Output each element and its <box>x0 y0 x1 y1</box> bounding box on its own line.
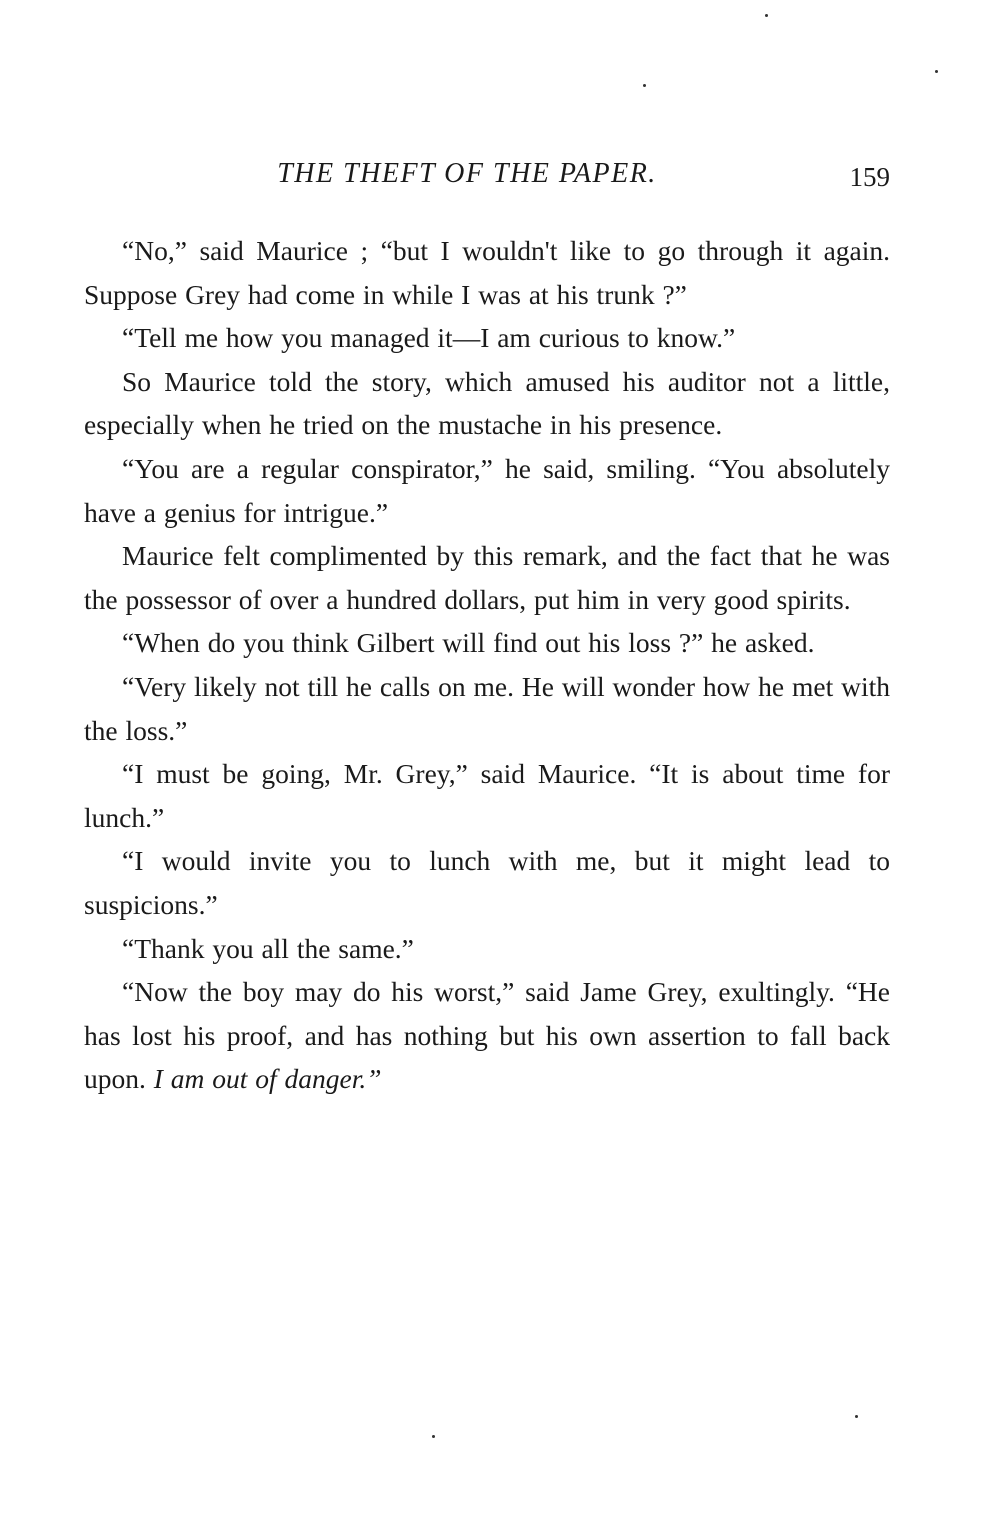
running-header <box>84 158 890 198</box>
paragraph: “I would invite you to lunch with me, but it might lead to suspicions.” <box>84 845 890 920</box>
running-title: THE THEFT OF THE PAPER. <box>277 158 657 189</box>
paragraph: So Maurice told the story, which amused his auditor not a little, especially when he tried on the mustache in his presence. <box>84 365 890 441</box>
scan-speck <box>643 84 646 87</box>
paragraph: “I must be going, Mr. Grey,” said Maurice. “It is about time for lunch.” <box>84 758 890 833</box>
paragraph: Maurice felt complimented by this remark, and the fact that he was the possessor of over a hundred dollars, put him in very good spirits. <box>84 540 890 615</box>
paragraph-text: “Now the boy may do his worst,” said Jame Grey, exultingly. “He has lost his proof, and has nothing but his own assertion to fall back upon. <box>84 976 890 1095</box>
paragraph: “Tell me how you managed it—I am curious to know.” <box>122 322 736 354</box>
paragraph: “Thank you all the same.” <box>122 932 414 964</box>
page-body <box>84 229 890 1101</box>
scan-speck <box>765 14 768 17</box>
paragraph: “No,” said Maurice ; “but I wouldn't like to go through it again. Suppose Grey had come in while I was at his trunk ?” <box>84 235 890 310</box>
paragraph: “You are a regular conspirator,” he said, smiling. “You absolutely have a genius for intrigue.” <box>84 452 890 528</box>
scan-speck <box>935 70 938 73</box>
paragraph: “Very likely not till he calls on me. He will wonder how he met with the loss.” <box>84 670 890 746</box>
scan-speck <box>432 1435 435 1438</box>
emphasized-text: I am out of danger.” <box>153 1063 382 1095</box>
paragraph: “When do you think Gilbert will find out his loss ?” he asked. <box>122 627 815 659</box>
scan-speck <box>855 1415 858 1418</box>
page-number: 159 <box>849 162 890 192</box>
paragraph-last <box>84 970 890 1101</box>
